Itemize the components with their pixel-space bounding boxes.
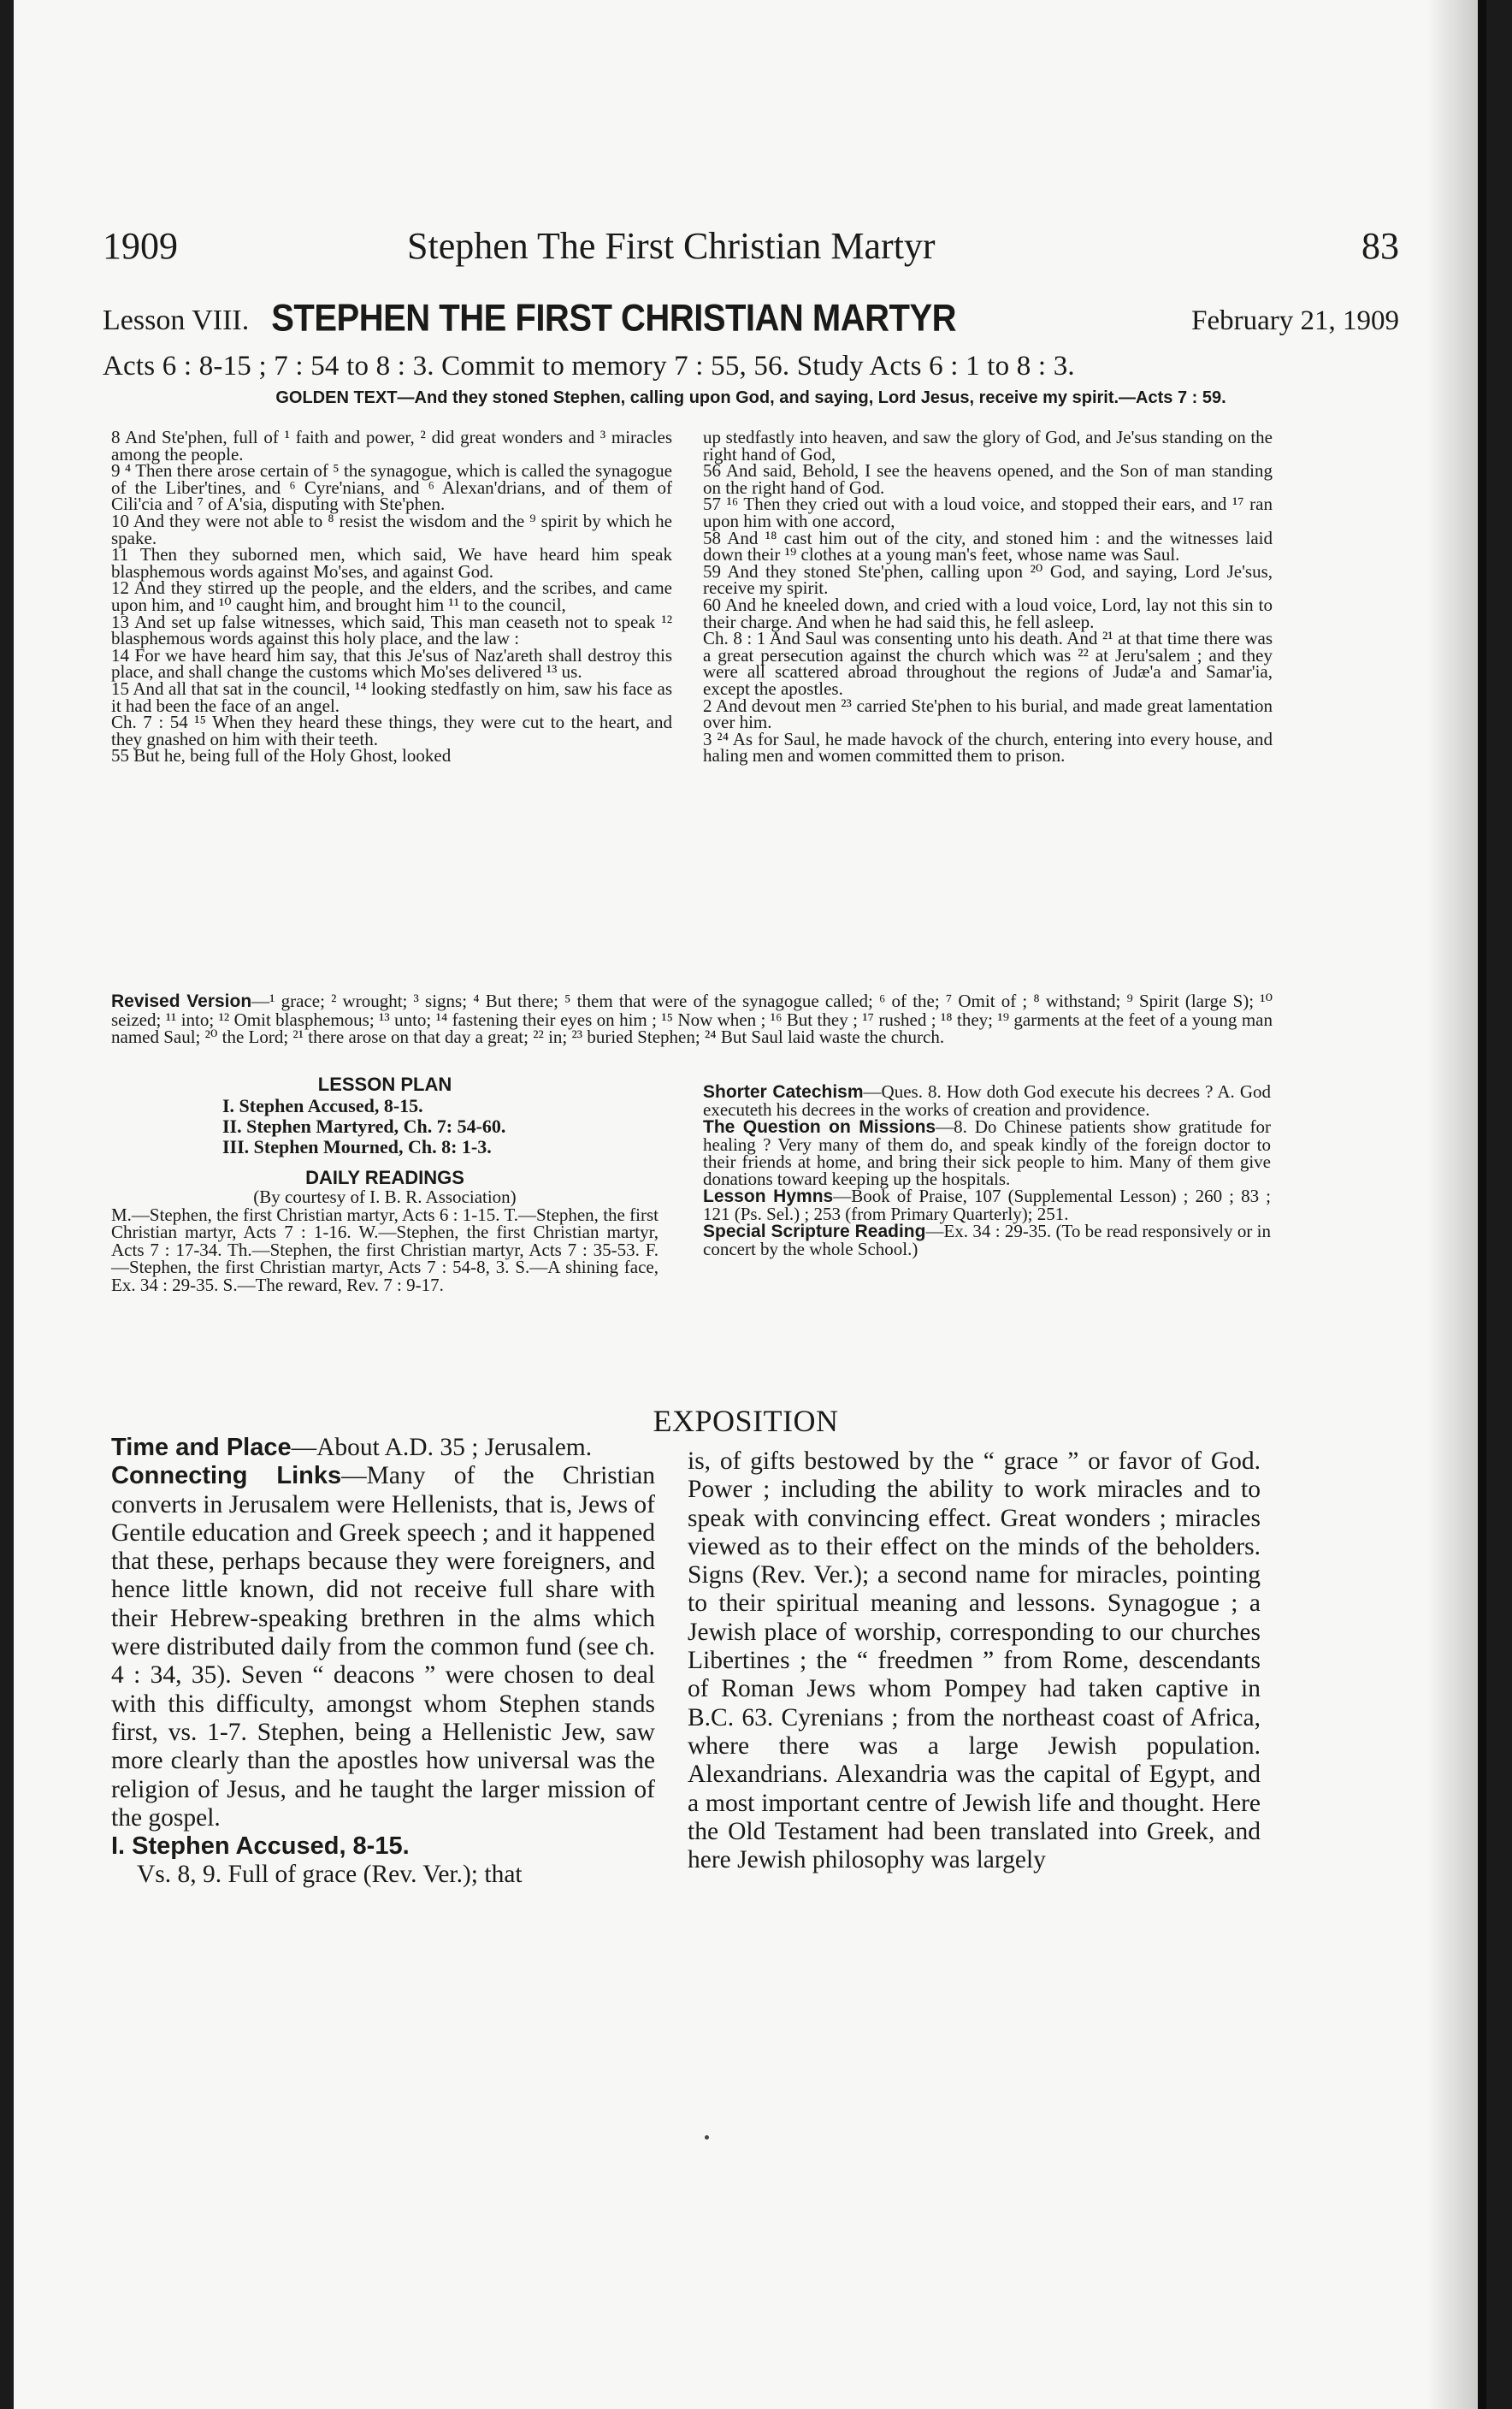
verse: Ch. 8 : 1 And Saul was consenting unto his death. And ²¹ at that time there was a great persecution against the church which was ²² at Jeru'salem ; and they were all scattered abroad throughout the regions of Judæ'a and Samar'ia, except the apostles. bbox=[703, 628, 1273, 699]
note-missions bbox=[703, 1118, 1271, 1187]
lesson-title: STEPHEN THE FIRST CHRISTIAN MARTYR bbox=[271, 297, 957, 340]
lesson-date: February 21, 1909 bbox=[1191, 305, 1399, 336]
note-label: Shorter Catechism bbox=[703, 1082, 864, 1102]
verse: 11 Then they suborned men, which said, We have heard him speak blasphemous words against Mo'ses, and against God. bbox=[111, 544, 672, 582]
verse: 2 And devout men ²³ carried Ste'phen to his burial, and made great lamentation over him. bbox=[703, 695, 1273, 733]
page-number: 83 bbox=[1361, 225, 1399, 267]
lesson-plan-item: III. Stephen Mourned, Ch. 8: 1-3. bbox=[222, 1135, 492, 1157]
page-edge-shadow bbox=[1426, 0, 1478, 2409]
lesson-notes bbox=[703, 1083, 1271, 1258]
revised-version-text: —¹ grace; ² wrought; ³ signs; ⁴ But there; ⁵ them that were of the synagogue called; ⁶ of the; ⁷ Omit of ; ⁸ withstand; ⁹ Spirit (large S); ¹⁰ seized; ¹¹ into; ¹² Omit blasphemous; ¹³ unto; ¹⁴ fastening their eyes on him ; ¹⁵ Now when ; ¹⁶ But they ; ¹⁷ rushed ; ¹⁸ they; ¹⁹ garments at the feet of a young man named Saul; ²⁰ the Lord; ²¹ there arose on that day a great; ²² in; ²³ buried Stephen; ²⁴ But Saul laid waste the church. bbox=[111, 991, 1273, 1047]
lesson-plan-item: II. Stephen Martyred, Ch. 7: 54-60. bbox=[222, 1115, 506, 1137]
verse: 12 And they stirred up the people, and the elders, and the scribes, and came upon him, and ¹⁰ caught him, and brought him ¹¹ to the council, bbox=[111, 577, 672, 615]
lesson-plan-heading: LESSON PLAN bbox=[317, 1074, 452, 1095]
verse: 60 And he kneeled down, and cried with a loud voice, Lord, lay not this sin to their charge. And when he had said this, he fell asleep. bbox=[703, 594, 1273, 632]
book-page bbox=[14, 0, 1486, 2409]
running-head-year: 1909 bbox=[103, 225, 178, 267]
connecting-links-label: Connecting Links bbox=[111, 1462, 342, 1490]
note-text: —Ex. 34 : 29-35. (To be read responsively or in concert by the whole School.) bbox=[703, 1221, 1271, 1259]
exposition-right-column bbox=[688, 1447, 1261, 1874]
note-text: —Book of Praise, 107 (Supplemental Lesson) ; 260 ; 83 ; 121 (Ps. Sel.) ; 253 (from Primary Quarterly); 251. bbox=[703, 1186, 1271, 1224]
verse: 10 And they were not able to ⁸ resist the wisdom and the ⁹ spirit by which he spake. bbox=[111, 510, 672, 548]
daily-readings-heading: DAILY READINGS bbox=[305, 1166, 464, 1188]
note-text: —8. Do Chinese patients show gratitude for healing ? Very many of them do, and speak kindly of the foreign doctor to their friends at home, and bring their sick people to him. Many of them give donations toward keeping up the hospitals. bbox=[703, 1116, 1271, 1189]
daily-readings-courtesy: (By courtesy of I. B. R. Association) bbox=[253, 1187, 517, 1207]
verse: 59 And they stoned Ste'phen, calling upon ²⁰ God, and saying, Lord Je'sus, receive my spirit. bbox=[703, 560, 1273, 599]
verse: 3 ²⁴ As for Saul, he made havock of the church, entering into every house, and haling men and women committed them to prison. bbox=[703, 728, 1273, 766]
verse: up stedfastly into heaven, and saw the glory of God, and Je'sus standing on the right hand of God, bbox=[703, 427, 1273, 465]
note-label: Special Scripture Reading bbox=[703, 1222, 926, 1241]
connecting-links-text: —Many of the Christian converts in Jerusalem were Hellenists, that is, Jews of Gentile education and Greek speech ; and it happened that these, perhaps because they were foreigners, and hence little known, did not receive full share with their Hebrew-speaking brethren in the alms which were distributed daily from the common fund (see ch. 4 : 34, 35). Seven “ deacons ” were chosen to deal with this difficulty, amongst whom Stephen stands first, vs. 1-7. Stephen, being a Hellenistic Jew, saw more clearly than the apostles how universal was the religion of Jesus, and he taught the larger mission of the gospel. bbox=[111, 1462, 655, 1832]
lesson-plan-and-readings bbox=[111, 1073, 659, 1293]
verse: 9 ⁴ Then there arose certain of ⁵ the synagogue, which is called the synagogue of the Liber'tines, and ⁶ Cyre'nians, and ⁶ Alexan'drians, and of them of Cili'cia and ⁷ of A'sia, disputing with Ste'phen. bbox=[111, 460, 672, 515]
lesson-plan-list bbox=[222, 1096, 659, 1157]
revised-version-label: Revised Version bbox=[111, 991, 252, 1011]
running-head bbox=[103, 224, 1399, 277]
note-catechism bbox=[703, 1083, 1271, 1118]
time-and-place-label: Time and Place bbox=[111, 1434, 292, 1461]
running-head-title: Stephen The First Christian Martyr bbox=[407, 225, 936, 267]
verse: 57 ¹⁶ Then they cried out with a loud voice, and stopped their ears, and ¹⁷ ran upon him with one accord, bbox=[703, 494, 1273, 531]
lesson-number: Lesson VIII. bbox=[103, 305, 250, 336]
verse: 56 And said, Behold, I see the heavens opened, and the Son of man standing on the right hand of God. bbox=[703, 460, 1273, 498]
lesson-heading bbox=[103, 299, 1399, 347]
time-and-place bbox=[111, 1434, 655, 1462]
exposition-heading: EXPOSITION bbox=[653, 1404, 839, 1438]
verse: 8 And Ste'phen, full of ¹ faith and power, ² did great wonders and ³ miracles among the people. bbox=[111, 427, 672, 465]
scripture-reference: Acts 6 : 8-15 ; 7 : 54 to 8 : 3. Commit to memory 7 : 55, 56. Study Acts 6 : 1 to 8 : 3. bbox=[103, 351, 1075, 382]
verse: Ch. 7 : 54 ¹⁵ When they heard these things, they were cut to the heart, and they gnashed on him with their teeth. bbox=[111, 712, 672, 749]
verse: 13 And set up false witnesses, which said, This man ceaseth not to speak ¹² blasphemous words against this holy place, and the law : bbox=[111, 611, 672, 649]
exposition-left-column bbox=[111, 1434, 655, 1890]
note-text: —Ques. 8. How doth God execute his decrees ? A. God executeth his decrees in the works of creation and providence. bbox=[703, 1081, 1271, 1120]
exposition-right-text: is, of gifts bestowed by the “ grace ” or favor of God. Power ; including the ability to work miracles and to speak with convincing effect. Great wonders ; miracles viewed as to their effect on the minds of the beholders. Signs (Rev. Ver.); a second name for miracles, pointing to their spiritual meaning and lessons. Synagogue ; a Jewish place of worship, corresponding to our churches Libertines ; the “ freedmen ” from Rome, descendants of Roman Jews whom Pompey had taken captive in B.C. 63. Cyrenians ; from the northeast coast of Africa, where there was a large Jewish population. Alexandrians. Alexandria was the capital of Egypt, and a most important centre of Jewish life and thought. Here the Old Testament had been translated into Greek, and here Jewish philosophy was largely bbox=[688, 1447, 1261, 1874]
golden-text: GOLDEN TEXT—And they stoned Stephen, calling upon God, and saying, Lord Jesus, receive my spirit.—Acts 7 : 59. bbox=[275, 388, 1226, 407]
verse: 15 And all that sat in the council, ¹⁴ looking stedfastly on him, saw his face as it had been the face of an angel. bbox=[111, 678, 672, 716]
note-label: Lesson Hymns bbox=[703, 1187, 834, 1206]
connecting-links bbox=[111, 1462, 655, 1832]
note-label: The Question on Missions bbox=[703, 1117, 936, 1137]
verse: 58 And ¹⁸ cast him out of the city, and stoned him : and the witnesses laid down their ¹⁹ clothes at a young man's feet, whose name was Saul. bbox=[703, 527, 1273, 565]
scripture-right-column bbox=[703, 429, 1273, 765]
verse: 55 But he, being full of the Holy Ghost, looked bbox=[111, 745, 452, 766]
verse: 14 For we have heard him say, that this Je'sus of Naz'areth shall destroy this place, and shall change the customs which Mo'ses delivered ¹³ us. bbox=[111, 644, 672, 683]
print-speck bbox=[705, 2135, 709, 2140]
lesson-plan-item: I. Stephen Accused, 8-15. bbox=[222, 1094, 423, 1116]
section-heading: I. Stephen Accused, 8-15. bbox=[111, 1832, 410, 1861]
scripture-left-column bbox=[111, 429, 672, 765]
time-and-place-text: —About A.D. 35 ; Jerusalem. bbox=[291, 1434, 593, 1461]
section-text: Vs. 8, 9. Full of grace (Rev. Ver.); that bbox=[137, 1861, 523, 1889]
daily-readings-text: M.—Stephen, the first Christian martyr, Acts 6 : 1-15. T.—Stephen, the first Christian martyr, Acts 7 : 1-16. W.—Stephen, the first Christian martyr, Acts 7 : 17-34. Th.—Stephen, the first Christian martyr, Acts 7 : 35-53. F.—Stephen, the first Christian martyr, Acts 7 : 54-8, 3. S.—A shining face, Ex. 34 : 29-35. S.—The reward, Rev. 7 : 9-17. bbox=[111, 1204, 659, 1295]
revised-version-notes bbox=[111, 992, 1273, 1046]
note-special-reading bbox=[703, 1222, 1271, 1258]
note-hymns bbox=[703, 1187, 1271, 1222]
